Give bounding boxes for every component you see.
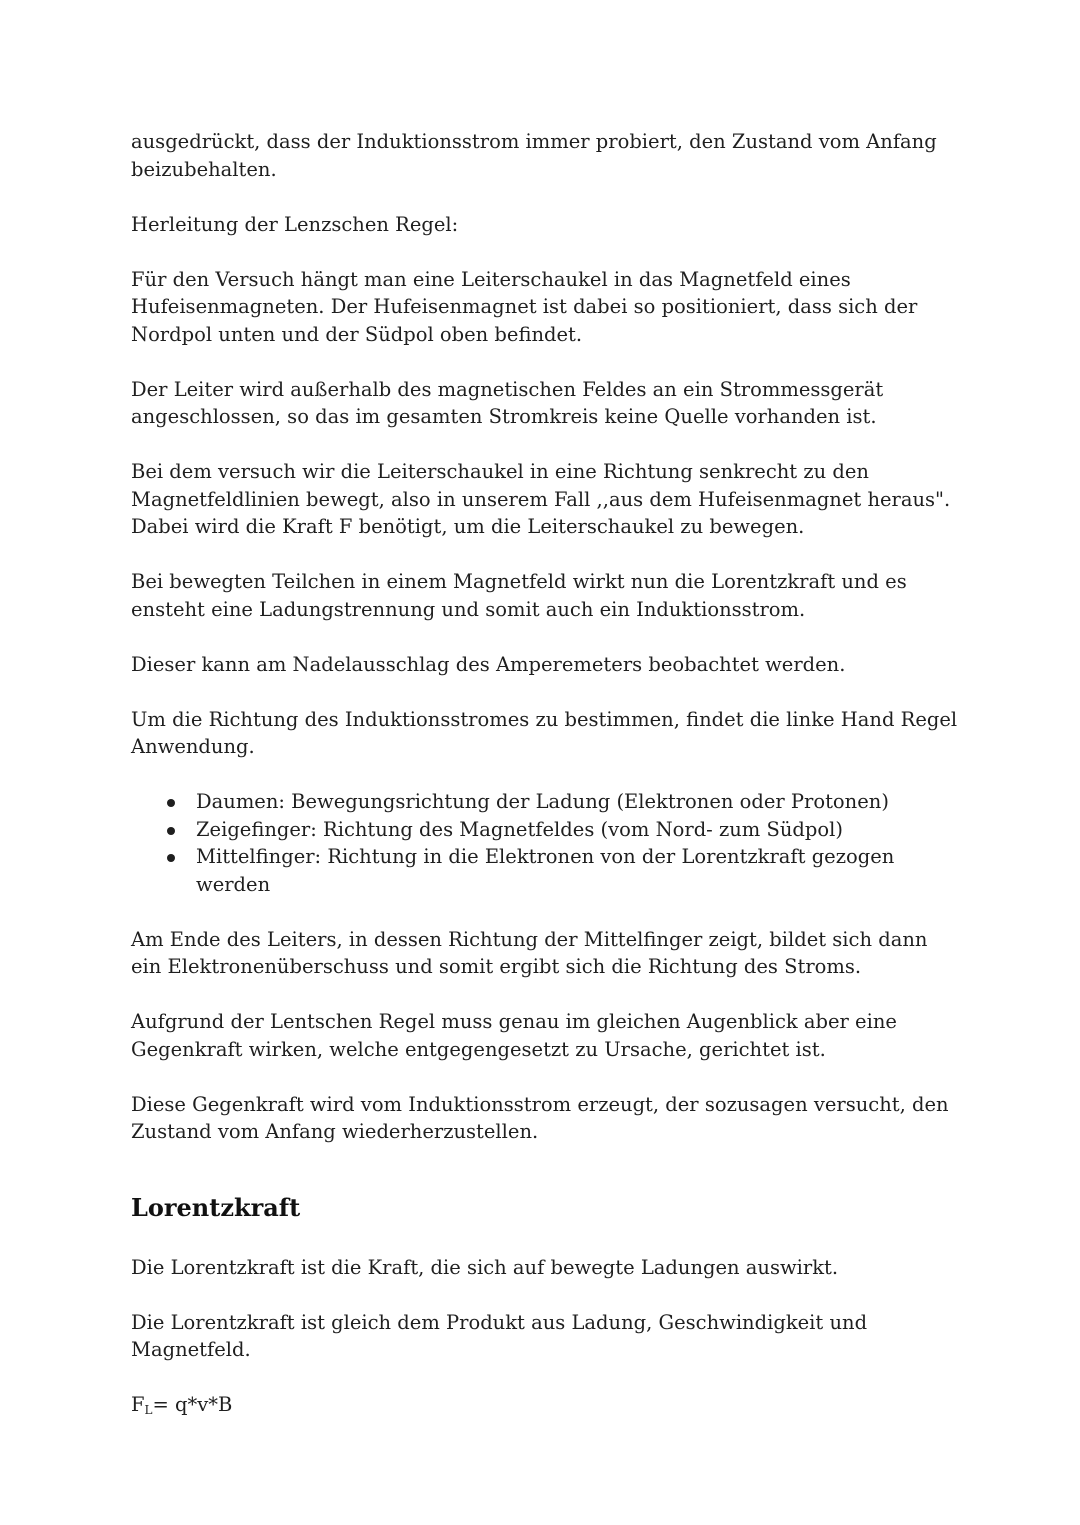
- paragraph-lorentzkraft-wirkung: Bei bewegten Teilchen in einem Magnetfeld wirkt nun die Lorentzkraft und es ensteht eine Ladungstrennung und somit auch ein Induktionsstrom.: [131, 570, 907, 621]
- paragraph-elektronenueberschuss: Am Ende des Leiters, in dessen Richtung der Mittelfinger zeigt, bildet sich dann ein Elektronenüberschuss und somit ergibt sich die Richtung des Stroms.: [131, 927, 928, 978]
- paragraph-linke-hand-regel: Um die Richtung des Induktionsstromes zu bestimmen, findet die linke Hand Regel Anwendung.: [131, 707, 958, 758]
- paragraph-wiederherstellen: Diese Gegenkraft wird vom Induktionsstrom erzeugt, der sozusagen versucht, den Zustand vom Anfang wiederherzustellen.: [131, 1092, 949, 1143]
- paragraph-gegenkraft: Aufgrund der Lentschen Regel muss genau im gleichen Augenblick aber eine Gegenkraft wirken, welche entgegengesetzt zu Ursache, gerichtet ist.: [131, 1010, 897, 1061]
- formula-symbol: F: [131, 1393, 145, 1416]
- list-item: [196, 843, 961, 898]
- paragraph-versuch-aufbau: Für den Versuch hängt man eine Leiterschaukel in das Magnetfeld eines Hufeisenmagneten. Der Hufeisenmagnet ist dabei so positioniert, dass sich der Nordpol unten und der Südpol oben befindet.: [131, 267, 918, 346]
- list-item-text: Daumen: Bewegungsrichtung der Ladung (Elektronen oder Protonen): [196, 790, 889, 813]
- paragraph-amperemeter: Dieser kann am Nadelausschlag des Amperemeters beobachtet werden.: [131, 652, 846, 676]
- paragraph-bewegung: Bei dem versuch wir die Leiterschaukel in eine Richtung senkrecht zu den Magnetfeldlinien bewegt, also in unserem Fall ,,aus dem Hufeisenmagnet heraus". Dabei wird die Kraft F benötigt, um die Leiterschaukel zu bewegen.: [131, 460, 951, 538]
- formula-lorentzkraft: [131, 1391, 961, 1419]
- bullet-dot-icon: [167, 799, 175, 807]
- bullet-dot-icon: [167, 854, 175, 862]
- list-item-text: Mittelfinger: Richtung in die Elektronen von der Lorentzkraft gezogen werden: [196, 845, 895, 896]
- hand-rule-list: [131, 788, 961, 898]
- list-item: [196, 816, 961, 844]
- paragraph-strommessgeraet: Der Leiter wird außerhalb des magnetischen Feldes an ein Strommessgerät angeschlossen, so das im gesamten Stromkreis keine Quelle vorhanden ist.: [131, 377, 884, 428]
- paragraph-induktionsstrom-ende: ausgedrückt, dass der Induktionsstrom immer probiert, den Zustand vom Anfang beizubehalten.: [131, 130, 937, 181]
- paragraph-herleitung-title: Herleitung der Lenzschen Regel:: [131, 212, 459, 236]
- document-page: [131, 128, 961, 1419]
- formula-rhs: = q*v*B: [152, 1393, 233, 1416]
- bullet-dot-icon: [167, 827, 175, 835]
- list-item: [196, 788, 961, 816]
- paragraph-lorentzkraft-definition: Die Lorentzkraft ist die Kraft, die sich auf bewegte Ladungen auswirkt.: [131, 1255, 839, 1279]
- paragraph-lorentzkraft-produkt: Die Lorentzkraft ist gleich dem Produkt aus Ladung, Geschwindigkeit und Magnetfeld.: [131, 1310, 868, 1361]
- section-heading-lorentzkraft: Lorentzkraft: [131, 1192, 301, 1222]
- list-item-text: Zeigefinger: Richtung des Magnetfeldes (vom Nord- zum Südpol): [196, 817, 843, 841]
- formula-subscript: L: [144, 1403, 153, 1417]
